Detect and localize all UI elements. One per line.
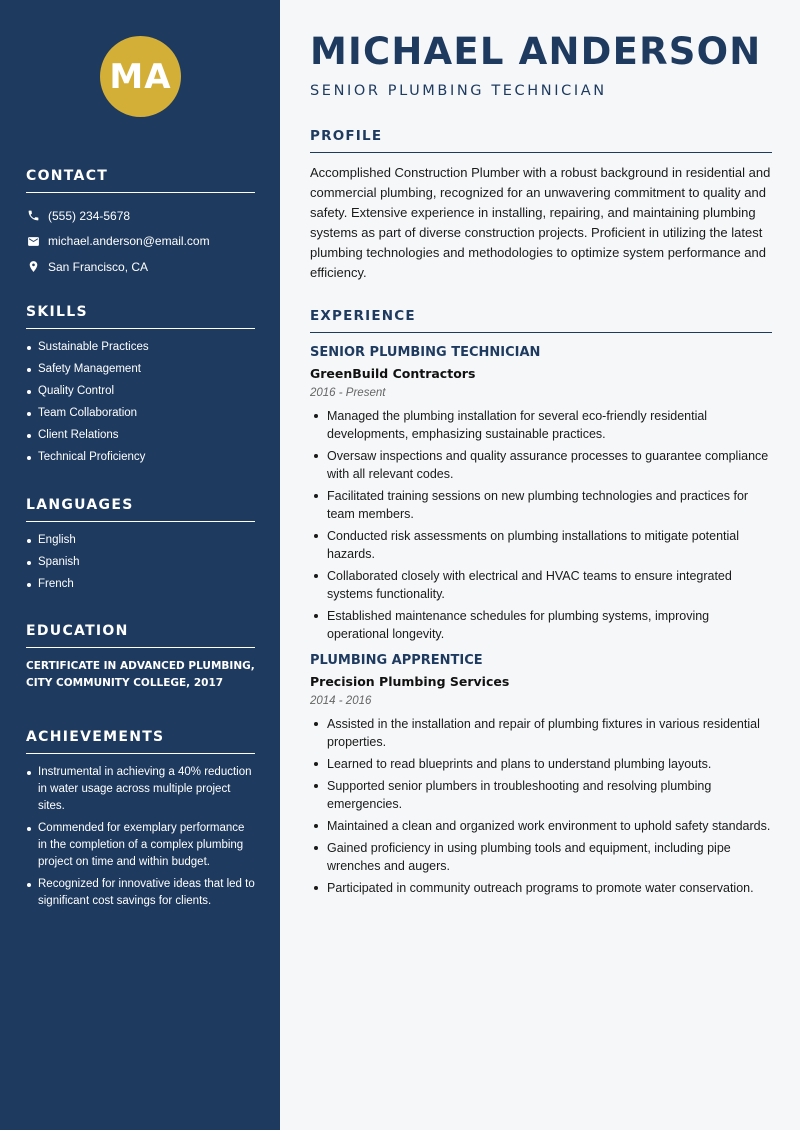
job-bullet: Established maintenance schedules for plumbing systems, improving operational longevity. — [310, 607, 772, 643]
skill-item: Quality Control — [26, 383, 255, 400]
job-bullet: Participated in community outreach programs to promote water conservation. — [310, 879, 772, 897]
skill-item: Safety Management — [26, 361, 255, 378]
job-company: Precision Plumbing Services — [310, 674, 510, 689]
location-text: San Francisco, CA — [48, 259, 149, 274]
languages-heading: LANGUAGES — [26, 497, 255, 522]
achievements-section — [26, 729, 255, 915]
skill-item: Sustainable Practices — [26, 339, 255, 356]
job-company: GreenBuild Contractors — [310, 366, 476, 381]
language-item: Spanish — [26, 554, 255, 571]
skills-heading: SKILLS — [26, 304, 255, 329]
education-heading: EDUCATION — [26, 623, 255, 648]
email-text: michael.anderson@email.com — [48, 234, 210, 249]
job-bullet: Gained proficiency in using plumbing tools and equipment, including pipe wrenches and augers. — [310, 839, 772, 875]
job-dates: 2016 - Present — [310, 387, 386, 399]
achievements-list — [26, 764, 255, 910]
contact-email — [26, 229, 255, 255]
avatar — [100, 36, 181, 117]
phone-icon — [26, 209, 40, 223]
profile-text: Accomplished Construction Plumber with a robust background in residential and commercial plumbing, recognized for an unwavering commitment to quality and safety. Extensive experience in installing, repairing, and maintaining plumbing systems as part of diverse construction projects. Proficient in utilizing the latest plumbing technologies and methodologies to optimize system performance and efficiency. — [310, 165, 771, 280]
languages-list — [26, 532, 255, 593]
achievement-item: Commended for exemplary performance in the completion of a complex plumbing project on time and within budget. — [26, 820, 255, 871]
job-bullet: Conducted risk assessments on plumbing installations to mitigate potential hazards. — [310, 527, 772, 563]
job-bullet: Supported senior plumbers in troubleshooting and resolving plumbing emergencies. — [310, 777, 772, 813]
language-item: French — [26, 576, 255, 593]
job-bullets — [310, 715, 772, 897]
job-entry — [310, 345, 772, 643]
job-bullets — [310, 407, 772, 643]
profile-section — [310, 128, 772, 283]
phone-text: (555) 234-5678 — [48, 208, 131, 223]
contact-location — [26, 254, 255, 280]
email-icon — [26, 234, 40, 248]
job-bullet: Collaborated closely with electrical and HVAC teams to ensure integrated systems functionality. — [310, 567, 772, 603]
job-bullet: Facilitated training sessions on new plumbing technologies and practices for team members. — [310, 487, 772, 523]
education-line-2: CITY COMMUNITY COLLEGE, 2017 — [26, 677, 224, 689]
contact-phone — [26, 203, 255, 229]
job-title: SENIOR PLUMBING TECHNICIAN — [310, 345, 541, 360]
job-bullet: Managed the plumbing installation for several eco-friendly residential developments, emphasizing sustainable practices. — [310, 407, 772, 443]
sidebar — [0, 0, 280, 1130]
achievement-item: Instrumental in achieving a 40% reduction in water usage across multiple project sites. — [26, 764, 255, 815]
job-title: PLUMBING APPRENTICE — [310, 653, 483, 668]
experience-heading: EXPERIENCE — [310, 308, 772, 333]
skill-item: Client Relations — [26, 427, 255, 444]
contact-heading: CONTACT — [26, 168, 255, 193]
location-pin-icon — [26, 260, 40, 274]
profile-heading: PROFILE — [310, 128, 772, 153]
job-bullet: Assisted in the installation and repair of plumbing fixtures in various residential properties. — [310, 715, 772, 751]
contact-section — [26, 168, 255, 280]
job-bullet: Maintained a clean and organized work environment to uphold safety standards. — [310, 817, 772, 835]
skill-item: Technical Proficiency — [26, 449, 255, 466]
avatar-initials: MA — [109, 56, 172, 97]
achievement-item: Recognized for innovative ideas that led to significant cost savings for clients. — [26, 876, 255, 910]
skills-section — [26, 304, 255, 471]
skill-item: Team Collaboration — [26, 405, 255, 422]
job-entry — [310, 653, 772, 897]
person-name: MICHAEL ANDERSON — [310, 30, 762, 73]
job-bullet: Learned to read blueprints and plans to understand plumbing layouts. — [310, 755, 772, 773]
achievements-heading: ACHIEVEMENTS — [26, 729, 255, 754]
job-title-header: SENIOR PLUMBING TECHNICIAN — [310, 83, 607, 99]
language-item: English — [26, 532, 255, 549]
experience-section — [310, 308, 772, 901]
education-line-1: CERTIFICATE IN ADVANCED PLUMBING, — [26, 660, 255, 672]
languages-section — [26, 497, 255, 598]
job-dates: 2014 - 2016 — [310, 695, 372, 707]
education-section — [26, 623, 255, 692]
job-bullet: Oversaw inspections and quality assurance processes to guarantee compliance with all relevant codes. — [310, 447, 772, 483]
skills-list — [26, 339, 255, 466]
